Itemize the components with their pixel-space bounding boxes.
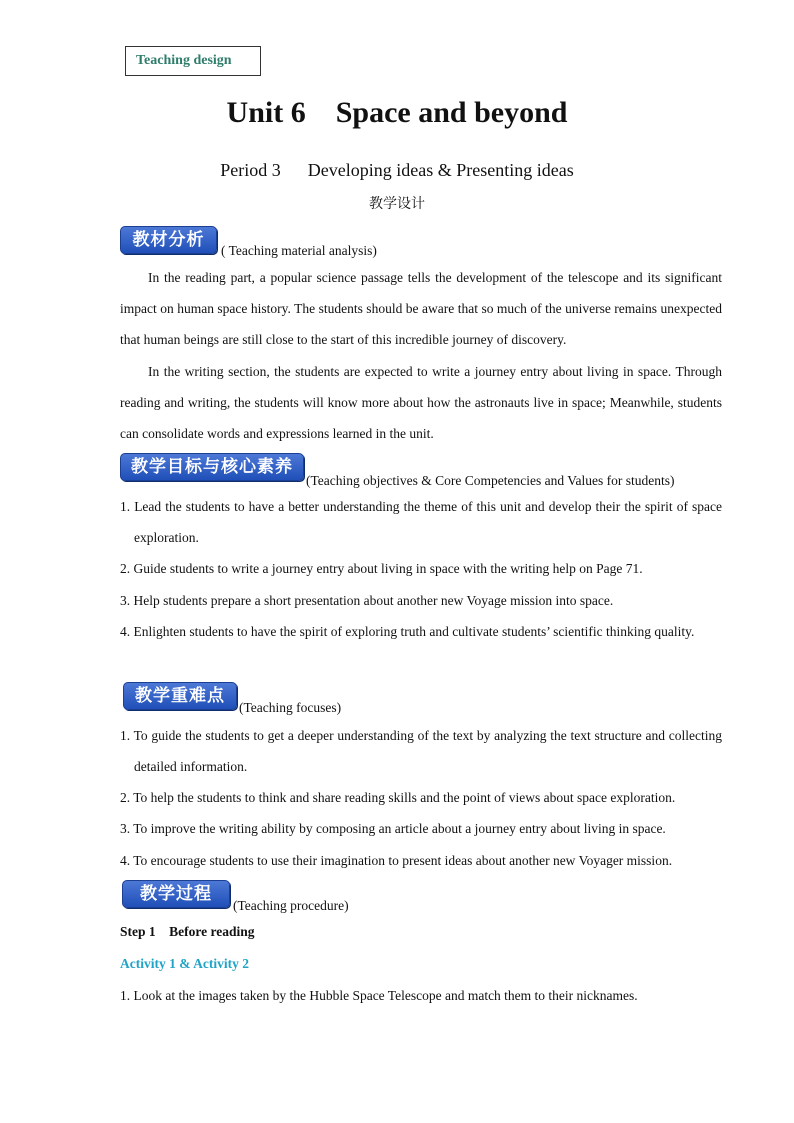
objective-item-4: 4. Enlighten students to have the spirit of exploring truth and cultivate students’ scientific thinking quality. bbox=[120, 624, 695, 639]
objective-item-1-text: 1. Lead the students to have a better understanding the theme of this unit and develop their the spirit of space exploration. bbox=[120, 499, 722, 545]
focus-item-2: 2. To help the students to think and share reading skills and the point of views about space exploration. bbox=[120, 790, 676, 805]
document-type-tag bbox=[125, 46, 261, 76]
focus-item-4: 4. To encourage students to use their imagination to present ideas about another new Voyager mission. bbox=[120, 853, 673, 868]
unit-title: Unit 6 Space and beyond bbox=[226, 96, 568, 129]
material-paragraph-1: In the reading part, a popular science passage tells the development of the telescope and its significant impact on human space history. The students should be aware that so much of the universe remains unexpected that human beings are still close to the start of this incredible journey of discovery. bbox=[120, 270, 722, 347]
focuses-badge: 教学重难点 bbox=[123, 682, 237, 710]
objective-item-3: 3. Help students prepare a short presentation about another new Voyage mission into space. bbox=[120, 593, 614, 608]
procedure-badge: 教学过程 bbox=[122, 880, 230, 908]
focus-item-3: 3. To improve the writing ability by composing an article about a journey entry about living in space. bbox=[120, 821, 666, 836]
procedure-item-1: 1. Look at the images taken by the Hubble Space Telescope and match them to their nicknames. bbox=[120, 988, 638, 1003]
focus-item-1: 1. To guide the students to get a deeper understanding of the text by analyzing the text structure and collecting detailed information. bbox=[120, 728, 722, 774]
procedure-label: (Teaching procedure) bbox=[233, 898, 349, 913]
focuses-label: (Teaching focuses) bbox=[239, 700, 342, 715]
objective-item-2: 2. Guide students to write a journey entry about living in space with the writing help on Page 71. bbox=[120, 561, 643, 576]
material-analysis-label: ( Teaching material analysis) bbox=[221, 243, 377, 258]
chinese-subtitle: 教学设计 bbox=[369, 196, 425, 212]
material-analysis-badge: 教材分析 bbox=[120, 226, 217, 254]
objectives-label: (Teaching objectives & Core Competencies and Values for students) bbox=[306, 473, 675, 488]
step-1-heading: Step 1 Before reading bbox=[120, 924, 255, 939]
document-type-label: Teaching design bbox=[136, 53, 232, 68]
objectives-badge: 教学目标与核心素养 bbox=[120, 453, 304, 481]
activity-heading: Activity 1 & Activity 2 bbox=[120, 956, 249, 971]
objective-item-1 bbox=[120, 491, 722, 553]
material-paragraph-2: In the writing section, the students are expected to write a journey entry about living in space. Through reading and writing, the students will know more about how the astronauts live in space; Meanwhile, students can consolidate words and expressions learned in the unit. bbox=[120, 364, 722, 441]
period-subtitle: Period 3 Developing ideas & Presenting ideas bbox=[220, 160, 574, 180]
